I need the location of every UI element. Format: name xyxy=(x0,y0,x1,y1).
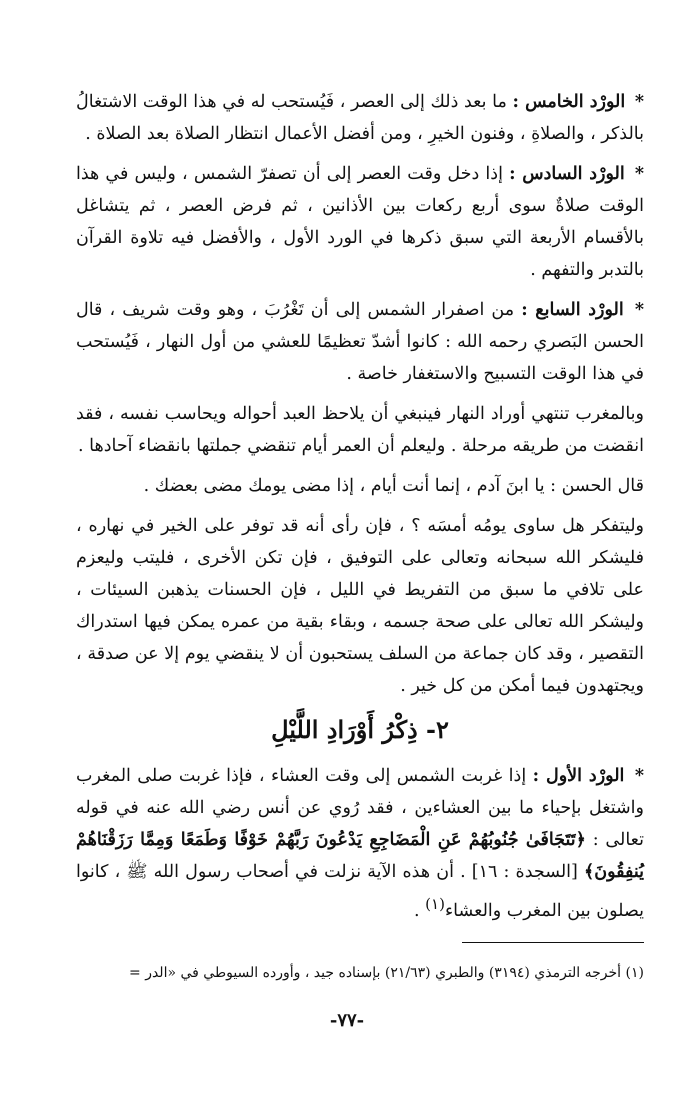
paragraph-lead: الورْد السادس : xyxy=(509,164,625,184)
paragraph-text: قال الحسن : يا ابنَ آدم ، إنما أنت أيام ، إذا مضى يومك مضى بعضك . xyxy=(143,476,644,496)
paragraph-text: إذا غربت الشمس إلى وقت العشاء ، فإذا غربت صلى المغرب واشتغل بإحياء ما بين العشاءين ، فقد رُوي عن أنس رضي الله عنه في قوله تعالى : xyxy=(76,766,644,850)
footnote: (١) أخرجه الترمذي (٣١٩٤) والطبري (٢١/٦٣) بإسناده جيد ، وأورده السيوطي في «الدر = xyxy=(129,965,644,981)
paragraph-wird-5 xyxy=(76,86,644,150)
paragraph-text: إذا دخل وقت العصر إلى أن تصفرّ الشمس ، وليس في هذا الوقت صلاةٌ سوى أربع ركعات بين الأذانين ، ثم فرض العصر ، ثم يتشاغل بالأقسام الأربعة التي سبق ذكرها في الورد الأول ، والأفضل فيه تلاوة القرآن بالتدبر والتفهم . xyxy=(76,164,644,280)
paragraph-maghrib xyxy=(76,398,644,462)
citation-text: [السجدة : ١٦] . أن هذه الآية نزلت في أصحاب رسول الله ﷺ ، كانوا يصلون بين المغرب والعشاء xyxy=(76,862,644,921)
footnote-marker[interactable]: (١) xyxy=(425,895,445,913)
paragraph-hasan-quote xyxy=(76,470,644,502)
section-heading: ٢- ذِكْرُ أَوْرَادِ اللَّيْلِ xyxy=(271,715,449,744)
paragraph-text: ما بعد ذلك إلى العصر ، فَيُستحب له في هذا الوقت الاشتغالُ بالذكر ، والصلاةِ ، وفنون الخيرِ ، ومن أفضل الأعمال انتظار الصلاة بعد الصلاة . xyxy=(76,92,644,144)
asterisk-icon: * xyxy=(634,92,644,112)
paragraph-lead: الورْد الخامس : xyxy=(512,92,626,112)
paragraph-text: وليتفكر هل ساوى يومُه أمسَه ؟ ، فإن رأى أنه قد توفر على الخير في نهاره ، فليشكر الله سبحانه وتعالى على التوفيق ، فإن تكن الأخرى ، فليتب وليعزم على تلافي ما سبق من التفريط في الليل ، فإن الحسنات يذهبن السيئات ، وليشكر الله تعالى على صحة جسمه ، وبقاء بقية من عمره يمكن فيها استدراك التقصير ، وقد كان جماعة من السلف يستحبون أن لا ينقضي يوم إلا عن صدقة ، ويجتهدون فيما أمكن من كل خير . xyxy=(76,516,644,696)
paragraph-text: من اصفرار الشمس إلى أن تَغْرُبَ ، وهو وقت شريف ، قال الحسن البَصري رحمه الله : كانوا أشدّ تعظيمًا للعشي من أول النهار ، فَيُستحب في هذا الوقت التسبيح والاستغفار خاصة . xyxy=(76,300,644,384)
paragraph-wird-7 xyxy=(76,294,644,390)
quran-verse: ﴿تَتَجَافَىٰ جُنُوبُهُمْ عَنِ الْمَضَاجِعِ يَدْعُونَ رَبَّهُمْ خَوْفًا وَطَمَعًا وَمِمَّا رَزَقْنَاهُمْ يُنفِقُونَ﴾ xyxy=(76,830,644,882)
page-number: -٧٧- xyxy=(329,1010,365,1031)
asterisk-icon: * xyxy=(634,300,644,320)
paragraph-end: . xyxy=(414,900,426,921)
paragraph-text: وبالمغرب تنتهي أوراد النهار فينبغي أن يلاحظ العبد أحواله ويحاسب نفسه ، فقد انقضت من طريقه مرحلة . وليعلم أن العمر أيام تنقضي جملتها بانقضاء آحادها . xyxy=(76,404,644,456)
paragraph-lead: الورْد السابع : xyxy=(521,300,624,320)
main-text xyxy=(76,86,644,935)
paragraph-wird-6 xyxy=(76,158,644,286)
footnote-divider xyxy=(462,942,644,943)
paragraph-reflection xyxy=(76,510,644,702)
asterisk-icon: * xyxy=(634,766,644,786)
asterisk-icon: * xyxy=(634,164,644,184)
paragraph-lead: الورْد الأول : xyxy=(532,766,625,786)
paragraph-night-wird-1 xyxy=(76,760,644,927)
